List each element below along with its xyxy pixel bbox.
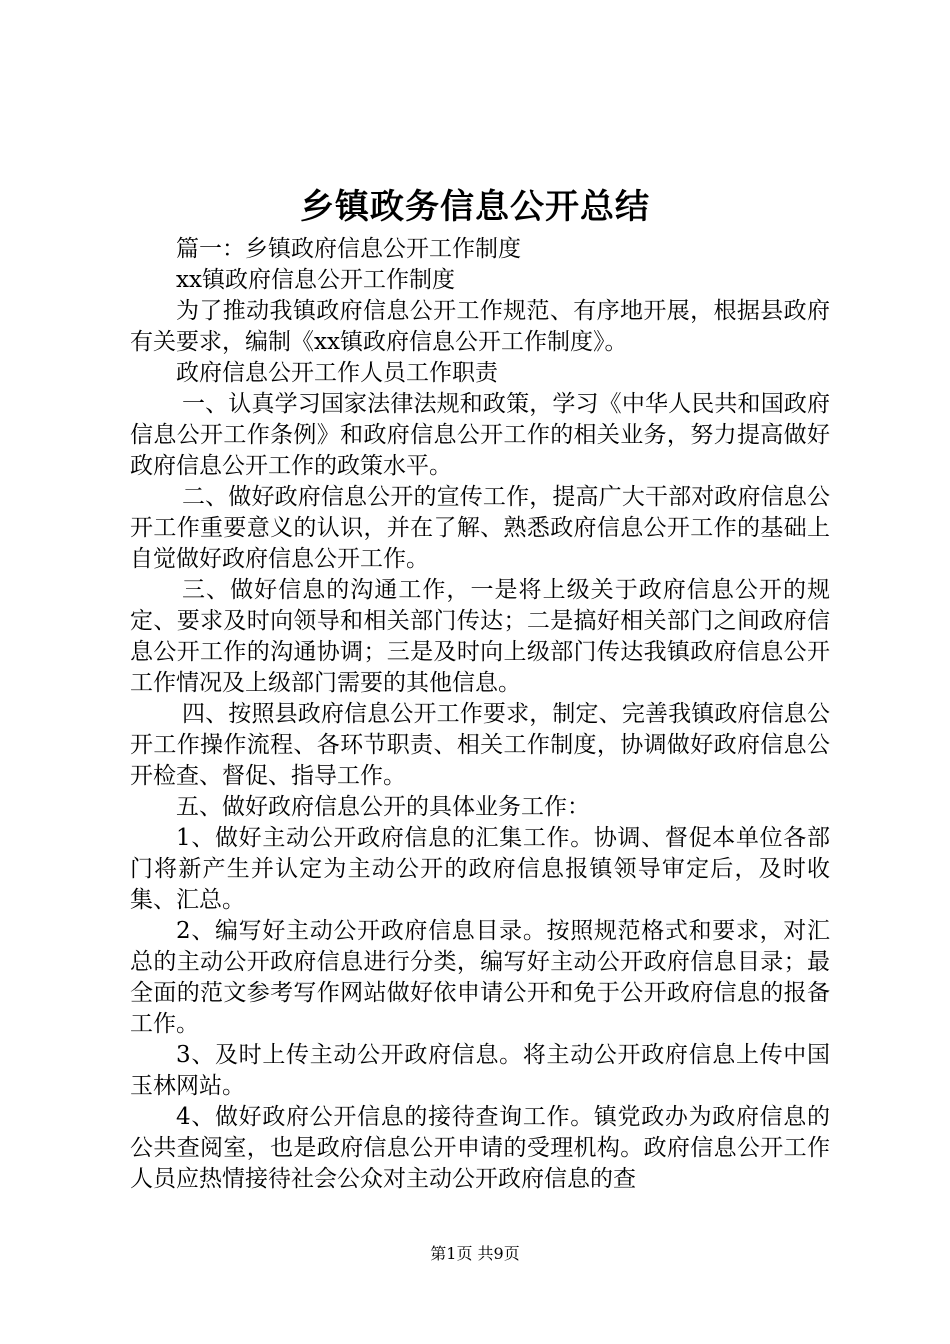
paragraph-duty-5: 五、做好政府信息公开的具体业务工作： xyxy=(176,794,590,820)
paragraph-duty-1: 一、认真学习国家法律法规和政策，学习《中华人民共和国政府信息公开工作条例》和政府信息公开工作的相关业务，努力提高做好政府信息公开工作的政策水平。 xyxy=(130,391,830,479)
paragraph-section-heading: 篇一：乡镇政府信息公开工作制度 xyxy=(176,236,521,262)
paragraph-duty-4: 四、按照县政府信息公开工作要求，制定、完善我镇政府信息公开工作操作流程、各环节职责、相关工作制度，协调做好政府信息公开检查、督促、指导工作。 xyxy=(130,701,830,789)
paragraph-duties-heading: 政府信息公开工作人员工作职责 xyxy=(176,360,498,386)
paragraph-item-1: 1、做好主动公开政府信息的汇集工作。协调、督促本单位各部门将新产生并认定为主动公开的政府信息报镇领导审定后，及时收集、汇总。 xyxy=(130,825,830,913)
paragraph-item-3: 3、及时上传主动公开政府信息。将主动公开政府信息上传中国玉林网站。 xyxy=(130,1042,830,1099)
paragraph-subtitle: xx镇政府信息公开工作制度 xyxy=(176,267,455,293)
page-footer: 第1页 共9页 xyxy=(430,1244,520,1263)
paragraph-duty-2: 二、做好政府信息公开的宣传工作，提高广大干部对政府信息公开工作重要意义的认识，并在了解、熟悉政府信息公开工作的基础上自觉做好政府信息公开工作。 xyxy=(130,484,830,572)
document-title: 乡镇政务信息公开总结 xyxy=(300,187,650,227)
paragraph-item-2: 2、编写好主动公开政府信息目录。按照规范格式和要求，对汇总的主动公开政府信息进行分类，编写好主动公开政府信息目录；最全面的范文参考写作网站做好依申请公开和免于公开政府信息的报备工作。 xyxy=(130,918,830,1037)
paragraph-duty-3: 三、做好信息的沟通工作，一是将上级关于政府信息公开的规定、要求及时向领导和相关部门传达；二是搞好相关部门之间政府信息公开工作的沟通协调；三是及时向上级部门传达我镇政府信息公开工作情况及上级部门需要的其他信息。 xyxy=(130,577,830,696)
paragraph-item-4: 4、做好政府公开信息的接待查询工作。镇党政办为政府信息的公共查阅室，也是政府信息公开申请的受理机构。政府信息公开工作人员应热情接待社会公众对主动公开政府信息的查 xyxy=(130,1104,830,1192)
document-body xyxy=(130,234,830,1195)
paragraph-intro: 为了推动我镇政府信息公开工作规范、有序地开展，根据县政府有关要求，编制《xx镇政府信息公开工作制度》。 xyxy=(130,298,830,355)
